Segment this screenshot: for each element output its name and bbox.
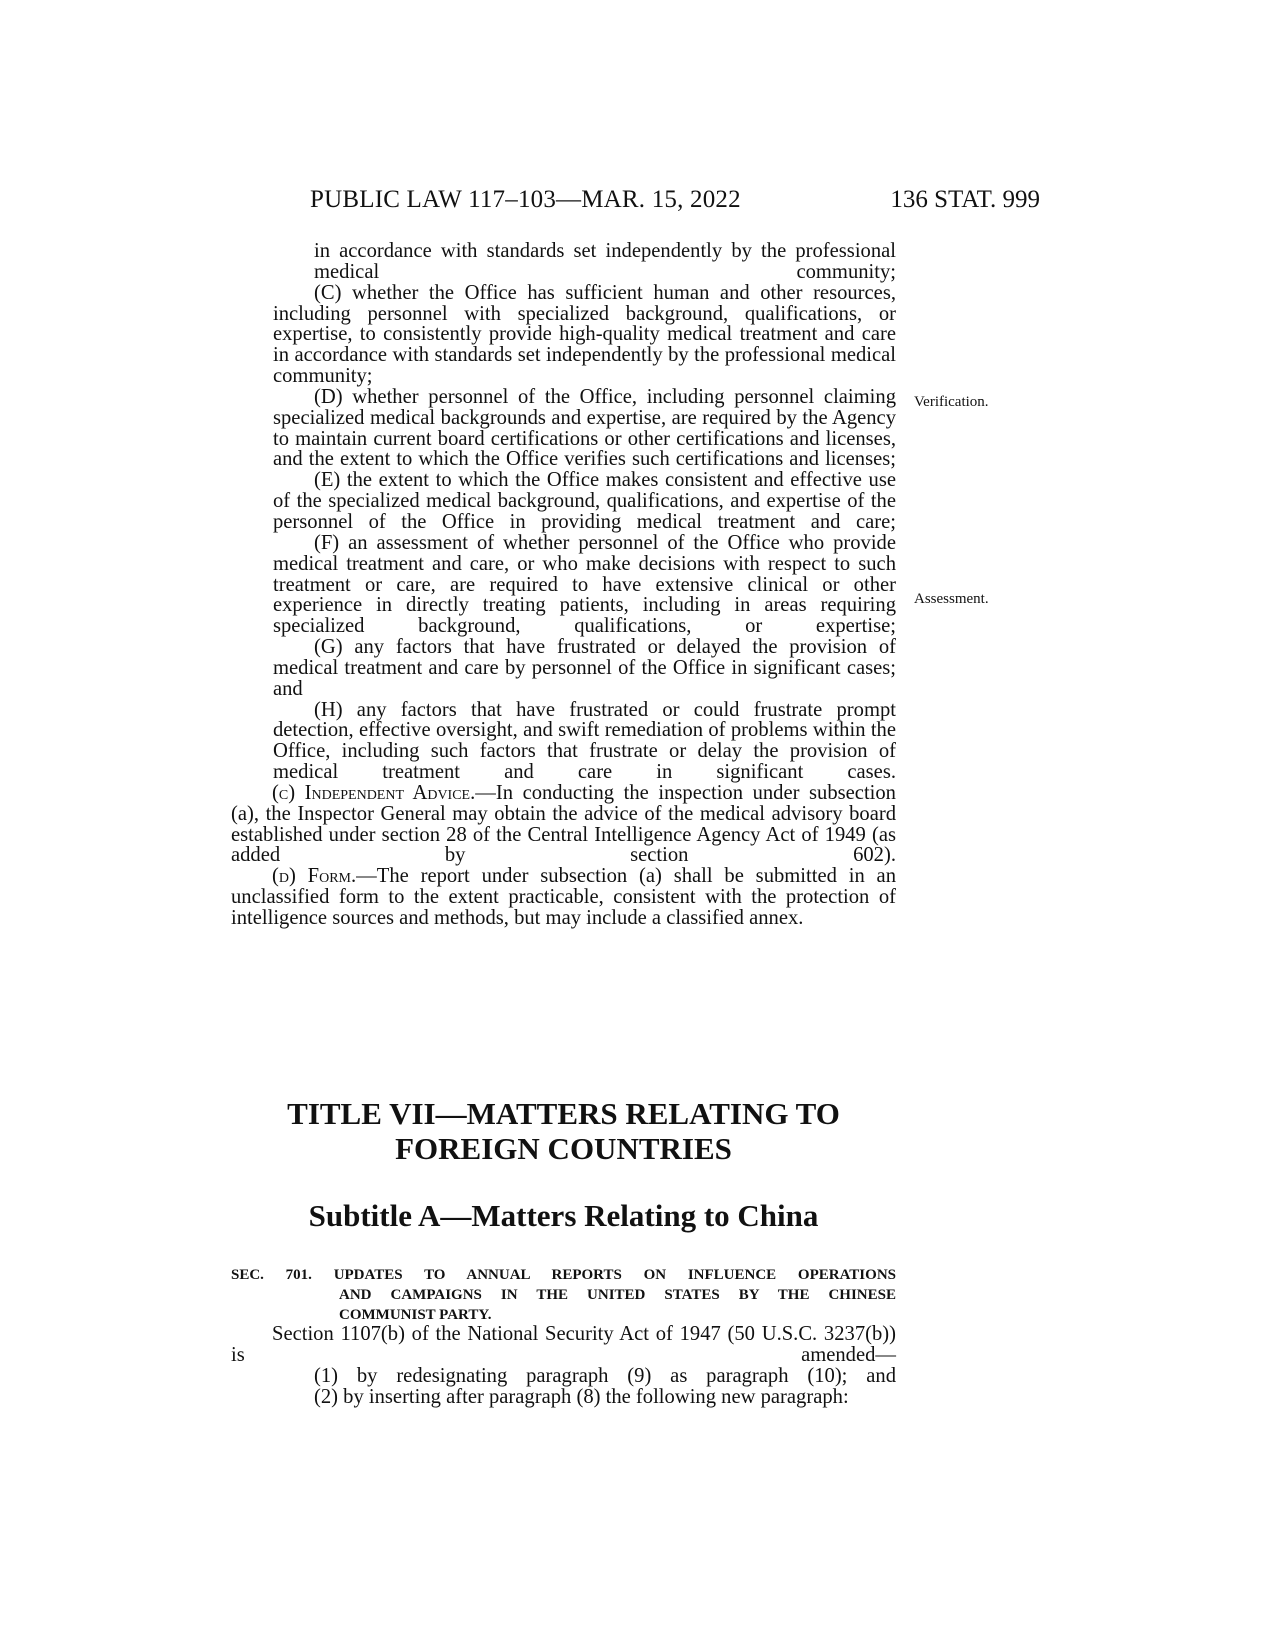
subtitle-a-heading: Subtitle A—Matters Relating to China [308, 1198, 819, 1233]
paragraph-C: (C) whether the Office has sufficient human and other resources, including personnel with specialized background, qualifications, or expertise, to consistently provide high-quality medical treatment and care in accordance with standards set independently by the professional medical community; [273, 281, 896, 388]
paragraph-G: (G) any factors that have frustrated or delayed the provision of medical treatment and care by personnel of the Office in significant cases; and [273, 636, 896, 700]
subsection-c-heading: (c) Independent Advice.— [272, 781, 496, 804]
paragraph-E: (E) the extent to which the Office makes consistent and effective use of the specialized medical background, qualifications, and expertise of the personnel of the Office in providing medical treatment and care; [273, 469, 896, 533]
main-body-text [231, 241, 896, 929]
title-vii-line2: FOREIGN COUNTRIES [395, 1131, 732, 1166]
running-head [310, 186, 1040, 216]
section-701-heading-line3: COMMUNIST PARTY. [339, 1307, 492, 1323]
margin-note-assessment: Assessment. [914, 591, 989, 607]
paragraph-F: (F) an assessment of whether personnel of the Office who provide medical treatment and care, or who make decisions with respect to such treatment or care, are required to have extensive clinical or other experience in directly treating patients, including in areas requiring specialized background, qualifications, or expertise; [273, 531, 896, 638]
public-law-citation: PUBLIC LAW 117–103—MAR. 15, 2022 [310, 186, 741, 213]
statute-page-number: 136 STAT. 999 [890, 186, 1040, 213]
section-701-body [231, 1324, 896, 1407]
section-701-heading-line2: AND CAMPAIGNS IN THE UNITED STATES BY THE CHINESE [339, 1287, 896, 1303]
subsection-c [231, 783, 896, 866]
margin-note-verification: Verification. [914, 394, 989, 410]
paragraph-continuation: in accordance with standards set independently by the professional medical community; [314, 240, 896, 283]
title-vii-heading [231, 1096, 896, 1166]
subsection-d-heading: (d) Form.— [272, 865, 377, 888]
subsection-d-text: The report under subsection (a) shall be submitted in an unclassified form to the extent practicable, consistent with the protection of intelligence sources and methods, but may include a classified annex. [231, 865, 896, 929]
subsection-d [231, 866, 896, 929]
section-701-intro: Section 1107(b) of the National Security Act of 1947 (50 U.S.C. 3237(b)) is amended— [231, 1323, 896, 1366]
section-701-heading-line1: SEC. 701. UPDATES TO ANNUAL REPORTS ON INFLUENCE OPERATIONS [231, 1267, 896, 1283]
paragraph-H: (H) any factors that have frustrated or could frustrate prompt detection, effective oversight, and swift remediation of problems within the Office, including such factors that frustrate or delay the provision of medical treatment and care in significant cases. [273, 698, 896, 784]
paragraph-D: (D) whether personnel of the Office, including personnel claiming specialized medical backgrounds and expertise, are required by the Agency to maintain current board certifications or other certifications and licenses, and the extent to which the Office verifies such certifications and licenses; [273, 385, 896, 471]
subsection-c-text: In conducting the inspection under subsection (a), the Inspector General may obtain the advice of the medical advisory board established under section 28 of the Central Intelligence Agency Act of 1949 (as added by section 602). [231, 781, 896, 867]
title-vii-line1: TITLE VII—MATTERS RELATING TO [287, 1096, 840, 1131]
section-701-heading [231, 1265, 896, 1325]
section-701-paragraph-2: (2) by inserting after paragraph (8) the following new paragraph: [314, 1385, 849, 1408]
section-701-paragraph-1: (1) by redesignating paragraph (9) as paragraph (10); and [314, 1364, 896, 1387]
